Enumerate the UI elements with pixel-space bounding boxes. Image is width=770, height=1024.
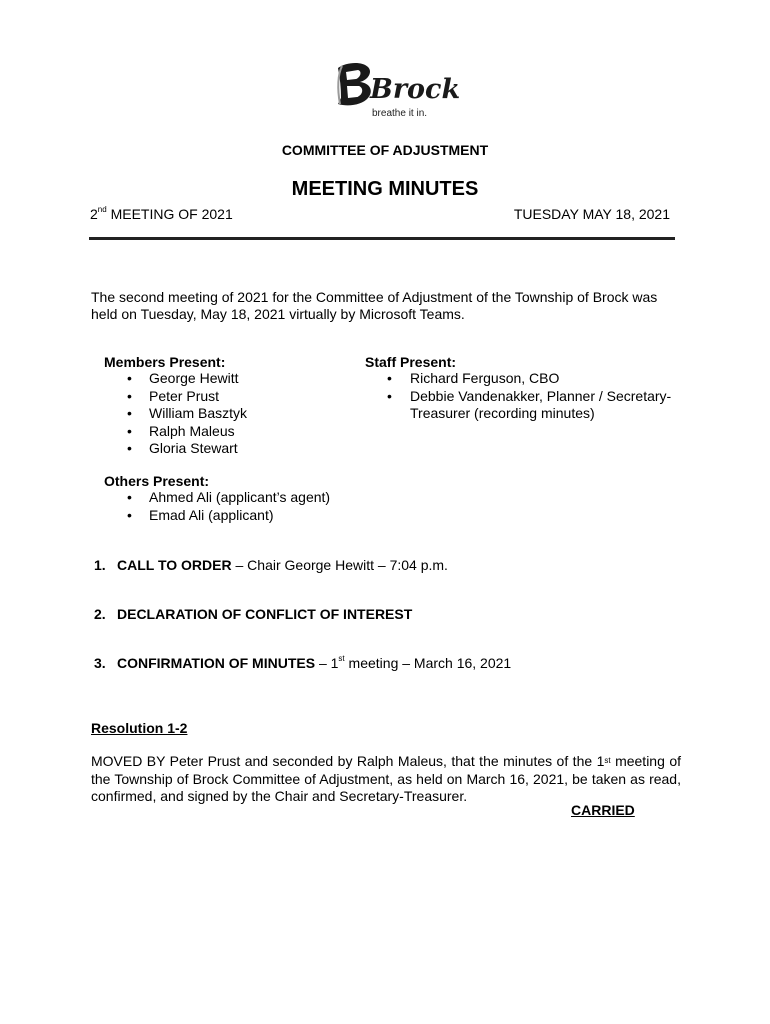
item-number: 1.: [94, 557, 106, 573]
list-item: • Debbie Vandenakker, Planner / Secretary-Treasurer (recording minutes): [365, 388, 685, 423]
list-item: • Emad Ali (applicant): [104, 507, 404, 525]
resolution-outcome: CARRIED: [571, 802, 635, 818]
list-item: • William Basztyk: [104, 405, 344, 423]
agenda-item-conflict-of-interest: [94, 606, 412, 622]
list-item: • Peter Prust: [104, 388, 344, 406]
intro-paragraph: The second meeting of 2021 for the Committee of Adjustment of the Township of Brock was held on Tuesday, May 18, 2021 virtually by Microsoft Teams.: [91, 289, 658, 322]
resolution-text-sup: st: [604, 756, 611, 765]
staff-title: Staff Present:: [365, 354, 457, 370]
meeting-ordinal-suffix: nd: [97, 205, 107, 214]
meeting-ordinal: 2: [90, 206, 98, 222]
meeting-number: [90, 206, 233, 222]
resolution-text-b: meeting of the Township of Brock Committee of Adjustment, as held on March 16, 2021, be taken as read, confirmed, and signed by the Chair and Secretary-Treasurer.: [91, 753, 682, 804]
item-detail: – Chair George Hewitt – 7:04 p.m.: [231, 557, 448, 573]
meeting-date: TUESDAY MAY 18, 2021: [513, 206, 670, 222]
list-item: • Richard Ferguson, CBO: [365, 370, 685, 388]
item-detail-a: – 1: [315, 655, 339, 671]
page-title: MEETING MINUTES: [291, 178, 479, 200]
item-number: 3.: [94, 655, 106, 671]
members-list: [104, 370, 344, 458]
members-present: [104, 354, 344, 458]
item-heading: CONFIRMATION OF MINUTES: [117, 655, 316, 671]
agenda-item-confirmation-of-minutes: [94, 655, 511, 671]
header-divider: [89, 237, 675, 240]
item-detail-sup: st: [338, 654, 345, 663]
brock-logo: [332, 58, 461, 120]
others-list: [104, 489, 404, 524]
meeting-label: MEETING OF 2021: [106, 206, 233, 222]
list-item: • Ahmed Ali (applicant’s agent): [104, 489, 404, 507]
item-heading: DECLARATION OF CONFLICT OF INTEREST: [117, 606, 413, 622]
logo-tagline: breathe it in.: [372, 108, 428, 119]
resolution-text: [91, 753, 681, 806]
item-number: 2.: [94, 606, 106, 622]
item-heading: CALL TO ORDER: [117, 557, 232, 573]
list-item: • George Hewitt: [104, 370, 344, 388]
logo-wordmark: Brock: [370, 74, 461, 105]
list-item: • Gloria Stewart: [104, 440, 344, 458]
agenda-item-call-to-order: [94, 557, 448, 573]
others-title: Others Present:: [104, 473, 210, 489]
staff-list: [365, 370, 685, 423]
members-title: Members Present:: [104, 354, 226, 370]
resolution-title: Resolution 1-2: [91, 720, 188, 736]
staff-present: [365, 354, 685, 423]
list-item: • Ralph Maleus: [104, 423, 344, 441]
resolution-text-a: MOVED BY Peter Prust and seconded by Ralph Maleus, that the minutes of the 1: [91, 753, 605, 769]
committee-heading: COMMITTEE OF ADJUSTMENT: [281, 142, 489, 158]
others-present: [104, 473, 404, 524]
brock-logo-graphic: [332, 58, 461, 120]
item-detail-b: meeting – March 16, 2021: [344, 655, 512, 671]
